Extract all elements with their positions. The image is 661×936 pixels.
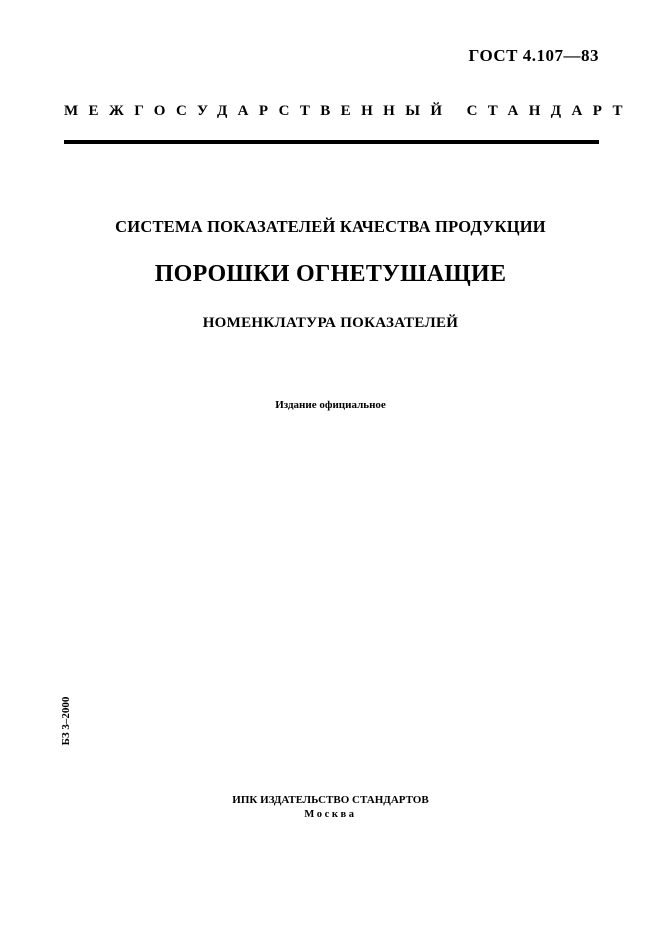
page-title: ПОРОШКИ ОГНЕТУШАЩИЕ (154, 261, 507, 287)
city: Москва (304, 809, 357, 820)
interstate-standard-label: МЕЖГОСУДАРСТВЕННЫЙ СТАНДАРТ (64, 103, 633, 119)
edition-note: Издание официальное (275, 399, 386, 411)
page-subtitle: НОМЕНКЛАТУРА ПОКАЗАТЕЛЕЙ (202, 315, 459, 331)
document-code: ГОСТ 4.107—83 (468, 46, 599, 65)
side-note (58, 690, 74, 752)
system-title: СИСТЕМА ПОКАЗАТЕЛЕЙ КАЧЕСТВА ПРОДУКЦИИ (115, 217, 546, 236)
header-rule (64, 140, 599, 144)
publisher: ИПК ИЗДАТЕЛЬСТВО СТАНДАРТОВ (232, 794, 429, 806)
side-note-text: БЗ 3–2000 (60, 696, 72, 746)
